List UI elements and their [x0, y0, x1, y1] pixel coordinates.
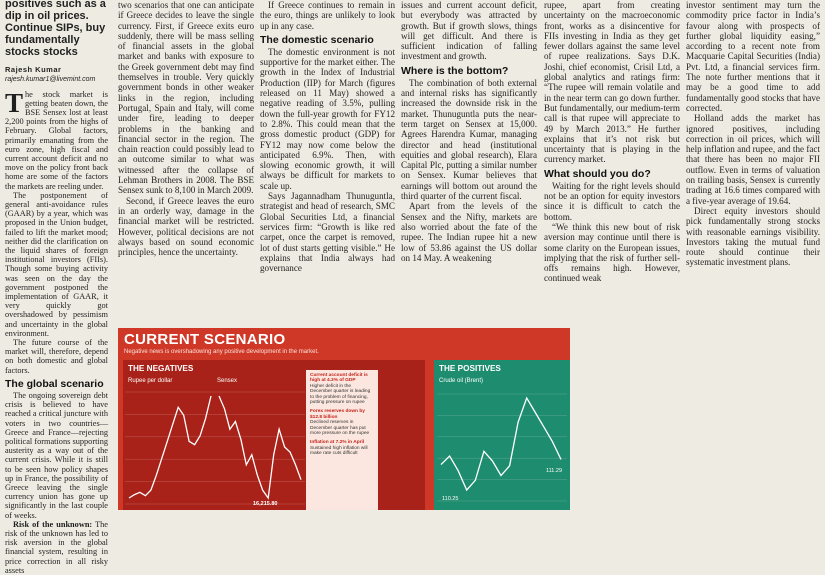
article-deck: positives such as a dip in oil prices. Continue SIPs, buy fundamentally stocks stocks: [5, 0, 106, 58]
column-4: [401, 0, 537, 263]
column-5: [544, 0, 680, 284]
col2-para-2: Second, if Greece leaves the euro in an orderly way, damage in the financial market will be restricted. However, political decisions are not always based on sound economic principles, hence the uncertainty.: [118, 195, 254, 258]
negatives-chart: [125, 388, 305, 508]
col1-para-3: The future course of the market will, therefore, depend on both domestic and global factors.: [5, 338, 108, 375]
column-3: [260, 0, 395, 273]
note-1-head: Current account deficit is high at 4.3% of GDP: [310, 373, 368, 384]
col2-para-1: two scenarios that one can anticipate if Greece decides to leave the single currency. First, if Greece exits euro suddenly, there will be mass selling of financial assets in the global market and banks with exposure to the Greek government debt may find themselves in trouble. Very quickly government bonds in other weaker links in the region, including Portugal, Spain and Italy, will come under fire, leading to deeper problems in the banking and financial sector in the region. The chain reaction could possibly lead to an outcome similar to what was witnessed after the collapse of Lehman Brothers in 2008. The BSE Sensex sunk to 8,100 in March 2009.: [118, 0, 254, 196]
crude-end-label: 111.29: [546, 468, 563, 474]
graphic-subtitle: Negative news is overshadowing any positive development in the market.: [124, 349, 319, 355]
crude-label: Crude oil (Brent): [439, 378, 484, 384]
col1-para-5: The risk of the unknown has led to risk aversion in the global financial system, resulting in price correction in all risky assets: [5, 519, 108, 575]
col3-para-1: If Greece continues to remain in the euro, things are unlikely to look up in any case.: [260, 0, 395, 31]
sensex-end-label: 16,215.80: [253, 501, 278, 507]
col6-para-3: Direct equity investors should pick fundamentally strong stocks with reasonable earnings visibility. Investors taking the mutual fund route should continue their systematic investment plans.: [686, 205, 820, 268]
col1-para-4: The ongoing sovereign debt crisis is believed to have reached a critical juncture with voters in two countries—Greece and France—rejecting political formations supporting austerity as a way out of the current crisis. While it is still to be seen how policy shapes up in France, the possibility of Greece leaving the single currency union has gone up significantly in the last couple of weeks.: [5, 390, 108, 520]
col6-para-1: investor sentiment may turn the commodity price factor in India’s favour along with prospects of further global liquidity easing,” according to a recent note from Macquarie Capital Securities (India) Pvt. Ltd, a financial services firm. The note further mentions that it may be a good time to add fundamentally good stocks that have corrected.: [686, 0, 820, 113]
crude-start-label: 110.25: [442, 496, 459, 502]
col4-para-2: The combination of both external and internal risks has significantly increased the downside risk in the market. Thunuguntla puts the near-term target on Sensex at 15,000. Agrees Harendra Kumar, managing director and head (institutional equities and global research), Elara Capital Plc, putting a similar number on Sensex. Kumar believes that earnings will bottom out around the third quarter of the current fiscal.: [401, 77, 537, 202]
negatives-title: THE NEGATIVES: [128, 364, 194, 373]
col6-para-2: Holland adds the market has ignored positives, including correction in oil prices, which will help inflation and rupee, and the fact that there has been no major FII outflow. Even in terms of valuation on trailing basis, Sensex is currently trading at 16.6 times compared with a five-year average of 19.64.: [686, 113, 820, 206]
note-3-head: Inflation at 7.2% in April: [310, 440, 365, 446]
rupee-series-line: [129, 396, 211, 498]
drop-cap: T: [5, 87, 24, 118]
positives-title: THE POSITIVES: [439, 364, 501, 373]
col3-para-3: Says Jagannadham Thunuguntla, strategist and head of research, SMC Global Securities Ltd, a financial services firm: “Growth is like red carpet, once the carpet is removed, lot of dust starts getting visible.” He explains that India always had governance: [260, 191, 395, 274]
rupee-label: Rupee per dollar: [128, 378, 173, 384]
sensex-series-line: [219, 396, 301, 498]
col4-para-3: Apart from the levels of the Sensex and the Nifty, markets are also worried about the fate of the rupee. The Indian rupee hit a new low of 53.86 against the US dollar on 14 May. A weakening: [401, 201, 537, 263]
note-2-body: Declined reserves in December quarter has put more pressure on the rupee: [310, 420, 370, 437]
col5-para-3: “We think this new bout of risk aversion may continue until there is some clarity on the European issues, implying that the risk of further sell-offs remains high. However, continued weak: [544, 221, 680, 284]
column-1: [5, 0, 108, 575]
crude-series-line: [441, 398, 561, 490]
positives-chart: [437, 390, 567, 505]
author-email[interactable]: rajesh.kumar1@livemint.com: [5, 76, 96, 84]
current-scenario-graphic: [118, 328, 570, 510]
sensex-label: Sensex: [217, 378, 238, 384]
negatives-panel: [123, 360, 425, 510]
col1-para-1: he stock market is getting beaten down, the BSE Sensex lost at least 2,200 points from the highs of February. Global factors, primarily emanating from the euro zone, high fiscal and current account deficit and no move on the policy front back home are some of the factors the markets are reeling under.: [5, 89, 108, 191]
col1-para-2: The postponement of general anti-avoidance rules (GAAR) by a year, which was proposed in the Union budget, failed to lift the market mood; neither did the clarification on the liquid shares of foreign institutional investors (FIIs). Though some buying activity was seen on the day the government postponed the implementation of GAAR, it very quickly got overshadowed by pessimism and uncertainty in the global environment.: [5, 190, 108, 338]
col3-para-2: The domestic environment is not supportive for the market either. The growth in the Index of Industrial Production (IIP) for March (figures released on 11 May) showed a negative reading of 3.5%, pulling down the full-year growth for FY12 to 2.8%. This could mean that the gross domestic product (GDP) for FY12 may now come below the anticipated 6.9%. Then, with slowing economic growth, it will always be difficult for markets to scale up.: [260, 46, 395, 191]
column-2: [118, 0, 254, 257]
col5-para-2: Waiting for the right levels should not be an option for equity investors since it is difficult to catch the bottom.: [544, 180, 680, 222]
subhead-domestic: The domestic scenario: [260, 33, 374, 46]
subhead-should: What should you do?: [544, 167, 651, 180]
subhead-bottom: Where is the bottom?: [401, 64, 509, 77]
positives-panel: [434, 360, 570, 510]
risk-lead: Risk of the unknown:: [13, 519, 93, 529]
note-1-body: Higher deficit in the December quarter is leading to the problem of financing, putting pressure on rupee: [310, 383, 371, 406]
note-3-body: Sustained high inflation will make rate cuts difficult: [310, 445, 368, 457]
note-2-head: Forex reserves down by $12.8 billion: [310, 409, 365, 420]
graphic-title: CURRENT SCENARIO: [124, 331, 286, 348]
byline: Rajesh Kumar: [5, 65, 62, 74]
col5-para-1: rupee, apart from creating uncertainty on the macroeconomic front, works as a disincentive for FIIs investing in India as they get fewer dollars against the same level of rupee realizations. Says D.K. Joshi, chief economist, Crisil Ltd, a global analytics and ratings firm: “The rupee will remain volatile and in the near term can go down further. But fundamentally, our medium-term call is that rupee will appreciate to 49 by March 2013.” He further explains that it’s not risk but uncertainty that is playing in the currency market.: [544, 0, 680, 165]
column-6: [686, 0, 820, 268]
col4-para-1: issues and current account deficit, but everybody was attracted by growth. But if growth slows, things will get difficult. And there is sufficient indication of falling investment and growth.: [401, 0, 537, 62]
subhead-global: The global scenario: [5, 377, 104, 390]
notes-box: [306, 370, 378, 510]
